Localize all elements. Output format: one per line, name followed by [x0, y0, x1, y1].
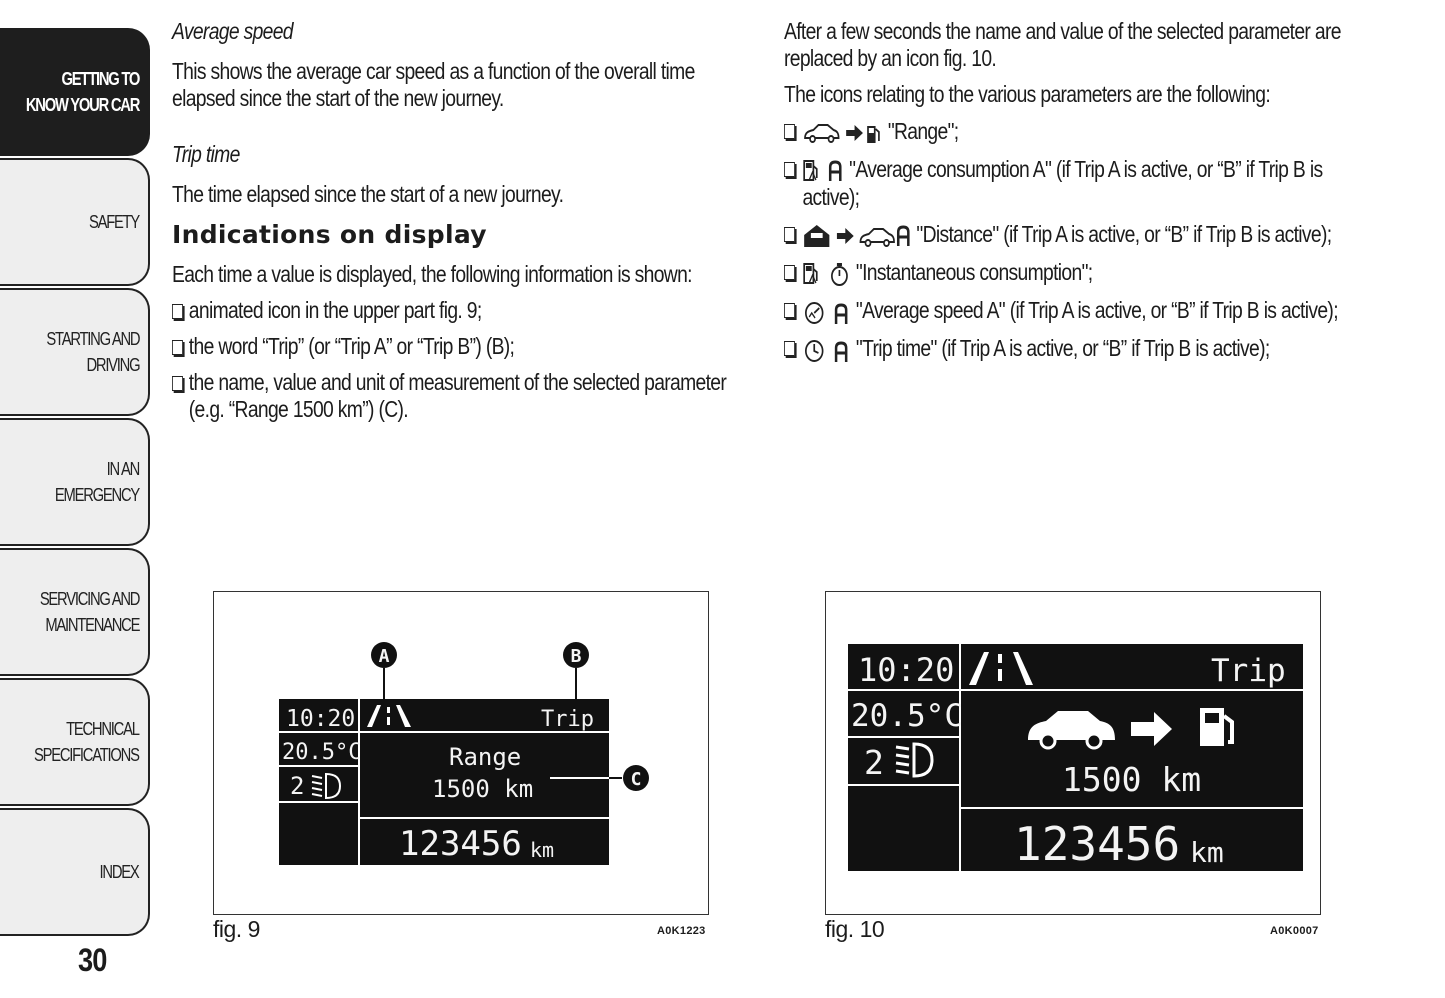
fig9-display-illustration [214, 592, 707, 913]
fig9-temperature: 20.5°C [282, 740, 362, 765]
list-item: "Range"; [784, 118, 1364, 146]
tab-label: IN AN EMERGENCY [54, 459, 139, 505]
list-item: the word “Trip” (or “Trip A” or “Trip B”) (B); [172, 333, 743, 360]
average-speed-icon [802, 299, 851, 325]
indications-heading: Indications on display [172, 220, 487, 249]
tab-label: INDEX [100, 862, 139, 882]
fig9-gear: 2 [290, 772, 305, 800]
tab-label: GETTING TO KNOW YOUR CAR [25, 69, 139, 115]
trip-time-text: The time elapsed since the start of a new journey. [172, 181, 564, 207]
tab-label: SERVICING AND MAINTENANCE [39, 589, 140, 635]
tab-label: SAFETY [88, 212, 139, 232]
list-item: the name, value and unit of measurement of the selected parameter (e.g. “Range 1500 km”) (C). [172, 369, 743, 423]
fig10-clock: 10:20 [858, 651, 955, 689]
figure-10 [825, 591, 1321, 915]
list-item: "Average consumption A" (if Trip A is active, or “B” if Trip B is active); [784, 156, 1364, 211]
instantaneous-consumption-icon [802, 261, 851, 287]
right-column [784, 18, 1445, 363]
fig9-clock: 10:20 [286, 706, 356, 732]
fig10-caption: fig. 10 [825, 916, 885, 942]
page-number: 30 [78, 942, 107, 978]
callout-c [623, 765, 649, 791]
list-item: "Instantaneous consumption"; [784, 259, 1364, 287]
tab-starting-and-driving[interactable] [0, 288, 150, 416]
fig10-trip-label: Trip [1211, 653, 1286, 689]
indications-intro: Each time a value is displayed, the following information is shown: [172, 261, 692, 287]
fig9-odometer: 123456 [399, 824, 522, 864]
fig9-trip-label: Trip [541, 707, 594, 732]
avg-speed-text: This shows the average car speed as a function of the overall time elapsed since the start of the new journey. [172, 58, 695, 111]
trip-time-title: Trip time [172, 141, 240, 167]
fig10-odometer-unit: km [1190, 836, 1224, 869]
callout-a [371, 642, 397, 668]
fig9-param-value: 1500 km [432, 775, 534, 803]
tab-label: TECHNICAL SPECIFICATIONS [34, 719, 139, 765]
tab-servicing-and-maintenance[interactable] [0, 548, 150, 676]
list-item: "Average speed A" (if Trip A is active, or “B” if Trip B is active); [784, 297, 1364, 325]
intro-text: After a few seconds the name and value of the selected parameter are replaced by an icon fig. 10. [784, 18, 1341, 71]
average-consumption-icon [802, 158, 844, 184]
fig10-code: A0K0007 [1270, 925, 1319, 937]
left-column [172, 18, 852, 423]
tab-label: STARTING AND DRIVING [46, 329, 139, 375]
fig10-temperature: 20.5°C [851, 698, 963, 734]
tab-getting-to-know-your-car[interactable] [0, 28, 150, 156]
fig9-odometer-unit: km [530, 838, 555, 862]
distance-icon [802, 223, 911, 249]
fig10-display-illustration [826, 592, 1319, 913]
fig9-param-name: Range [449, 743, 522, 771]
intro-text-2: The icons relating to the various parameters are the following: [784, 81, 1271, 107]
tab-in-an-emergency[interactable] [0, 418, 150, 546]
fig10-odometer: 123456 [1014, 817, 1181, 871]
trip-time-icon [802, 337, 851, 363]
svg-text:B: B [570, 646, 582, 667]
tab-safety[interactable] [0, 158, 150, 286]
fig10-param-value: 1500 km [1062, 760, 1202, 799]
fig10-gear: 2 [864, 743, 884, 782]
tab-index[interactable] [0, 808, 150, 936]
list-item: "Trip time" (if Trip A is active, or “B” if Trip B is active); [784, 335, 1364, 363]
fig9-caption: fig. 9 [213, 916, 260, 942]
figure-9 [213, 591, 709, 915]
avg-speed-title: Average speed [172, 18, 293, 44]
svg-text:C: C [630, 769, 642, 790]
fig9-code: A0K1223 [657, 925, 706, 937]
tab-technical-specifications[interactable] [0, 678, 150, 806]
list-item: animated icon in the upper part fig. 9; [172, 297, 743, 324]
list-item: "Distance" (if Trip A is active, or “B” if Trip B is active); [784, 221, 1364, 249]
range-icon [802, 120, 883, 146]
svg-text:A: A [378, 646, 390, 667]
callout-b [563, 642, 589, 668]
